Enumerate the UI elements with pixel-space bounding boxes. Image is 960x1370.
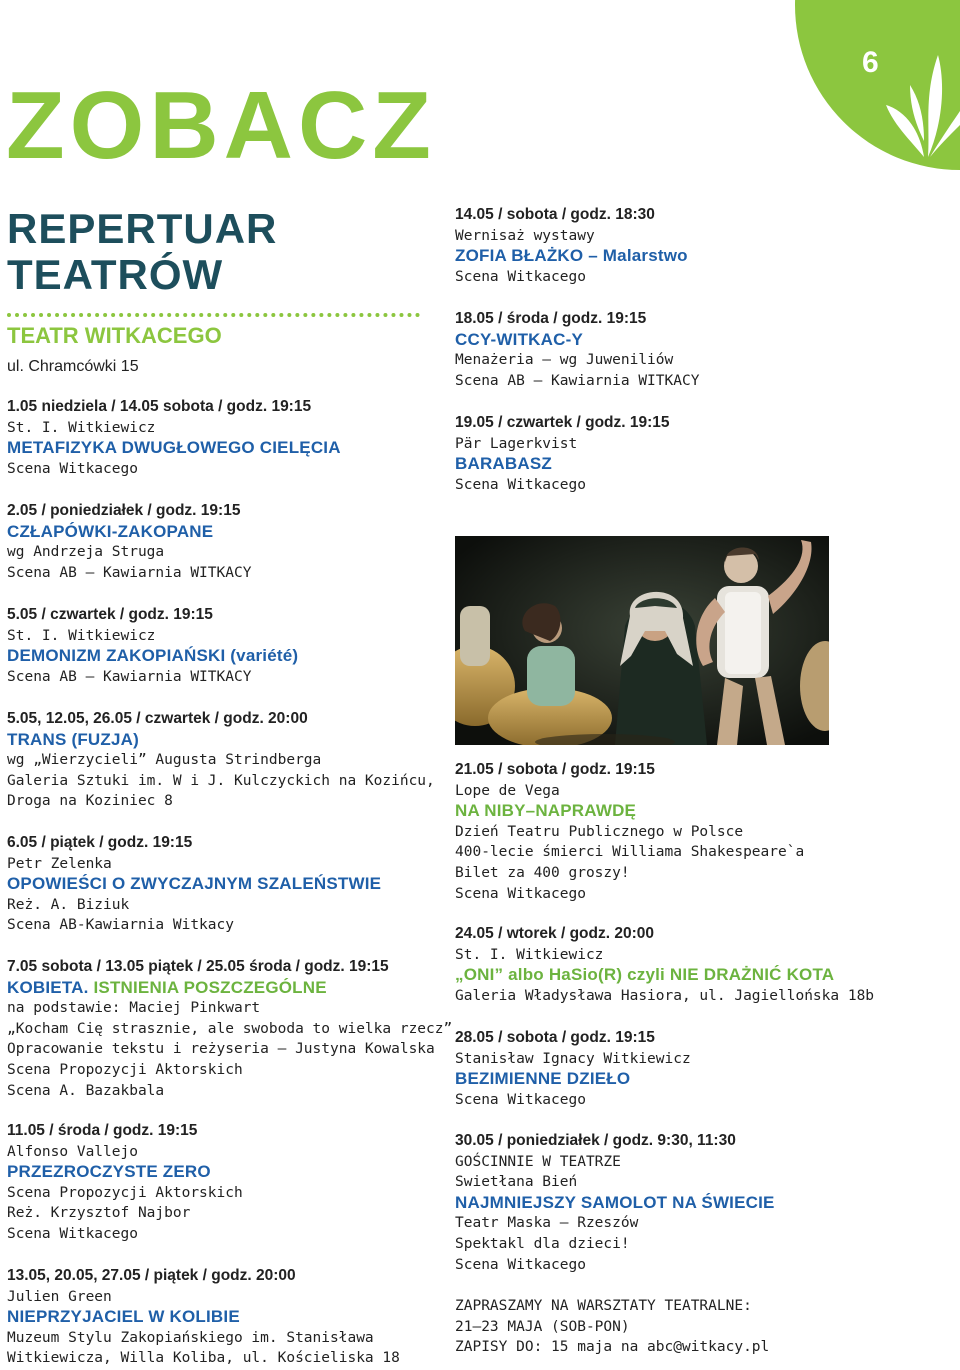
event-title: CZŁAPÓWKI-ZAKOPANE [7,521,214,541]
event-date: 7.05 sobota / 13.05 piątek / 25.05 środa / godz. 19:15 [7,958,389,975]
event-title: NAJMNIEJSZY SAMOLOT NA ŚWIECIE [455,1192,775,1212]
event-author: GOŚCINNIE W TEATRZE [455,1153,621,1170]
event-bezimienne [455,1028,895,1110]
event-date: 24.05 / wtorek / godz. 20:00 [455,925,654,942]
event-note: Wernisaż wystawy [455,227,595,244]
event-date: 2.05 / poniedziałek / godz. 19:15 [7,502,241,519]
event-na-niby [455,760,895,904]
event-note: Reż. A. Biziuk [7,896,130,913]
event-date: 19.05 / czwartek / godz. 19:15 [455,414,670,431]
event-venue: Galeria Władysława Hasiora, ul. Jagiellońska 18b [455,987,875,1004]
event-venue: Galeria Sztuki im. W i J. Kulczyckich na Kozińcu, [7,772,435,789]
event-venue: Scena Witkacego [455,476,586,493]
leaf-icon [880,45,960,160]
event-venue: Scena Witkacego [7,460,138,477]
event-venue: Scena AB – Kawiarnia WITKACY [7,564,252,581]
event-venue: Scena Witkacego [455,1256,586,1273]
event-date: 14.05 / sobota / godz. 18:30 [455,206,655,223]
page-number: 6 [862,46,879,79]
event-title [7,978,447,999]
event-note: Menażeria – wg Juweniliów [455,352,674,369]
event-venue: Scena AB – Kawiarnia WITKACY [455,372,700,389]
event-nieprzyjaciel [7,1266,447,1369]
event-line: Swietłana Bień [455,1174,578,1191]
event-venue: Muzeum Stylu Zakopiańskiego im. Stanisława [7,1329,374,1346]
event-title: METAFIZYKA DWUGŁOWEGO CIELĘCIA [7,438,341,458]
event-demonizm [7,605,447,687]
workshops-signup: ZAPISY DO: 15 maja na abc@witkacy.pl [455,1339,770,1356]
event-title-part2: ISTNIENIA POSZCZEGÓLNE [88,977,327,997]
event-line: Scena Propozycji Aktorskich [7,1061,243,1078]
event-line: 400-lecie śmierci Williama Shakespeare`a [455,844,805,861]
event-venue: Scena AB-Kawiarnia Witkacy [7,917,234,934]
event-author: Lope de Vega [455,782,560,799]
event-trans [7,709,447,812]
event-czlapowki [7,501,447,583]
event-title: ZOFIA BŁAŻKO – Malarstwo [455,246,688,266]
event-title: DEMONIZM ZAKOPIAŃSKI (variété) [7,646,299,666]
event-title: PRZEZROCZYSTE ZERO [7,1162,211,1182]
event-najmniejszy-samolot [455,1131,895,1275]
event-line: Spektakl dla dzieci! [455,1235,630,1252]
event-venue: Scena Witkacego [455,885,586,902]
workshops-line: ZAPRASZAMY NA WARSZTATY TEATRALNE: [455,1298,752,1314]
event-title: OPOWIEŚCI O ZWYCZAJNYM SZALEŃSTWIE [7,874,382,894]
event-ccy-witkac-y [455,309,895,391]
event-date: 18.05 / środa / godz. 19:15 [455,310,647,327]
event-note: wg „Wierzycieli” Augusta Strindberga [7,752,322,769]
event-line: Dzień Teatru Publicznego w Polsce [455,823,744,840]
event-title-part1: KOBIETA. [7,977,89,997]
event-title: CCY-WITKAC-Y [455,329,583,349]
event-title: „ONI” albo HaSio(R) czyli NIE DRAŻNIĆ KOTA [455,965,835,985]
theatre-name: TEATR WITKACEGO [7,323,222,348]
event-title: BEZIMIENNE DZIEŁO [455,1069,631,1089]
event-note: wg Andrzeja Struga [7,544,165,561]
event-author: St. I. Witkiewicz [7,627,156,644]
event-date: 11.05 / środa / godz. 19:15 [7,1122,198,1139]
event-venue: Scena Witkacego [7,1225,138,1242]
event-title: NIEPRZYJACIEL W KOLIBIE [7,1307,240,1327]
event-line: Scena Propozycji Aktorskich [7,1184,243,1201]
event-line: Opracowanie tekstu i reżyseria – Justyna Kowalska [7,1041,435,1058]
event-title: BARABASZ [455,454,552,474]
event-author: Stanisław Ignacy Witkiewicz [455,1050,691,1067]
event-line: Scena A. Bazakbala [7,1082,165,1099]
event-date: 13.05, 20.05, 27.05 / piątek / godz. 20:00 [7,1267,296,1284]
event-kobieta [7,957,453,1101]
event-date: 5.05 / czwartek / godz. 19:15 [7,606,213,623]
event-date: 1.05 niedziela / 14.05 sobota / godz. 19:15 [7,398,312,415]
event-date: 21.05 / sobota / godz. 19:15 [455,761,655,778]
event-author: Alfonso Vallejo [7,1143,138,1160]
stage-photo [455,536,829,745]
theatre-address: ul. Chramcówki 15 [7,358,139,375]
workshops-dates: 21–23 MAJA (SOB-PON) [455,1318,630,1335]
event-venue: Scena Witkacego [455,268,586,285]
event-venue-2: Witkiewicza, Willa Koliba, ul. Kościeliska 18 [7,1350,400,1367]
page-title: ZOBACZ [6,72,436,179]
event-barabasz [455,413,895,495]
event-venue-2: Droga na Koziniec 8 [7,793,173,810]
event-author: Petr Zelenka [7,855,112,872]
event-line: Bilet za 400 groszy! [455,864,630,881]
event-author: St. I. Witkiewicz [7,419,156,436]
event-title: NA NIBY–NAPRAWDĘ [455,801,637,821]
event-author: Pär Lagerkvist [455,435,578,452]
event-title: TRANS (FUZJA) [7,729,139,749]
event-venue: Scena Witkacego [455,1091,586,1108]
event-venue: Scena AB – Kawiarnia WITKACY [7,668,252,685]
event-line: Teatr Maska – Rzeszów [455,1215,639,1232]
section-title-line1: REPERTUAR [7,205,278,252]
event-author: Julien Green [7,1288,112,1305]
workshops-notice [455,1296,895,1358]
event-line: Reż. Krzysztof Najbor [7,1205,191,1222]
event-oni [455,924,895,1006]
event-line: na podstawie: Maciej Pinkwart [7,1000,261,1017]
event-metafizyka [7,397,447,479]
event-date: 5.05, 12.05, 26.05 / czwartek / godz. 20:00 [7,710,308,727]
event-line: „Kocham Cię strasznie, ale swoboda to wielka rzecz” [7,1020,453,1037]
section-title-line2: TEATRÓW [7,251,224,298]
event-przezroczyste [7,1121,447,1245]
event-date: 6.05 / piątek / godz. 19:15 [7,834,193,851]
event-date: 30.05 / poniedziałek / godz. 9:30, 11:30 [455,1132,736,1149]
dotted-divider [7,313,420,317]
event-author: St. I. Witkiewicz [455,946,604,963]
event-zofia-blazko [455,205,895,287]
event-opowiesci [7,833,447,936]
section-title [7,206,277,298]
event-date: 28.05 / sobota / godz. 19:15 [455,1029,655,1046]
